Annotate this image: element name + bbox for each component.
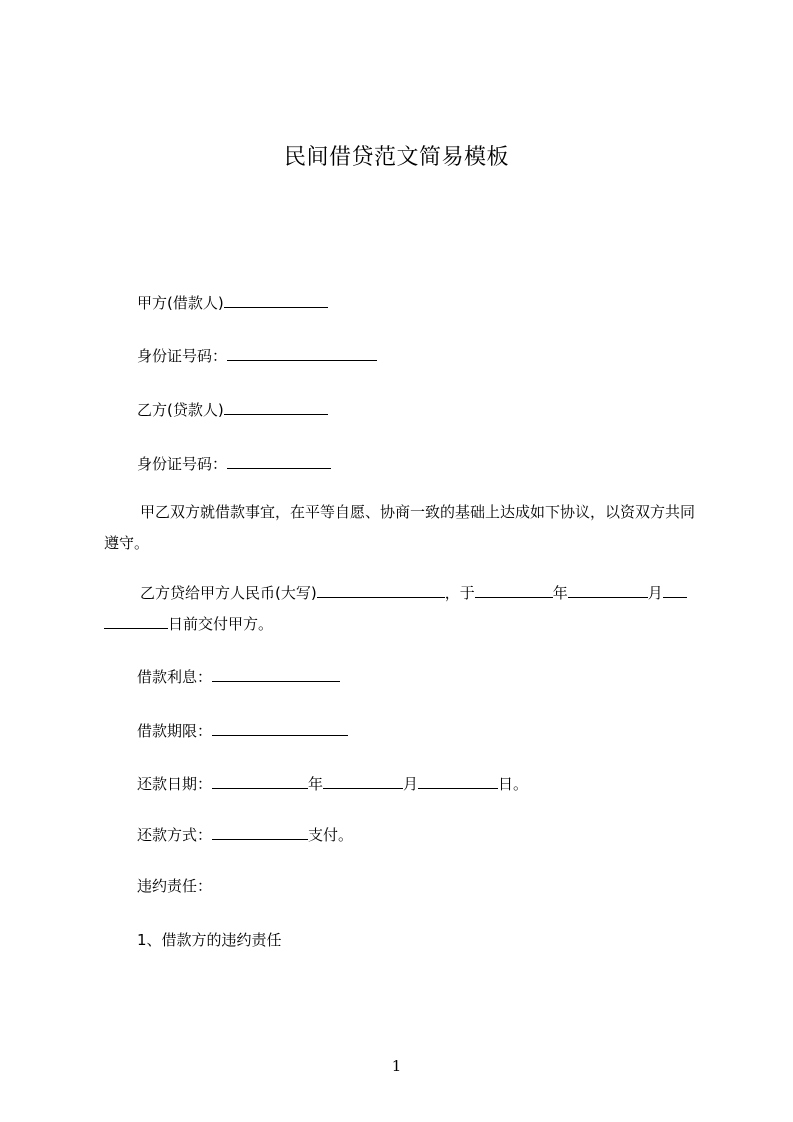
- loan-day-blank-a: [663, 583, 687, 598]
- id-blank-2: [227, 454, 331, 469]
- repay-date-label: 还款日期：: [137, 775, 213, 793]
- loan-paragraph: [104, 578, 704, 640]
- interest-line: [137, 667, 340, 685]
- document-title: 民间借贷范文简易模板: [283, 145, 509, 170]
- clause-1-text: 1、借款方的违约责任: [137, 931, 282, 949]
- loan-year-blank: [475, 583, 553, 598]
- id-number-line-2: [137, 454, 331, 472]
- term-line: [137, 721, 348, 739]
- interest-blank: [212, 667, 340, 682]
- term-label: 借款期限：: [137, 722, 213, 740]
- party-b-blank: [224, 400, 328, 415]
- interest-label: 借款利息：: [137, 668, 213, 686]
- repay-day-blank: [418, 774, 498, 789]
- id-number-line-1: [137, 346, 377, 364]
- repay-year-label: 年: [308, 775, 324, 793]
- repay-method-label: 还款方式：: [137, 826, 213, 844]
- repay-method-suffix: 支付。: [308, 826, 354, 844]
- breach-label: 违约责任：: [137, 877, 213, 895]
- loan-day-blank-b: [104, 614, 168, 629]
- repay-date-line: [137, 774, 528, 792]
- breach-heading: [137, 879, 212, 894]
- loan-text-1: 乙方贷给甲方人民币(大写): [140, 584, 317, 602]
- loan-text-end: 日前交付甲方。: [168, 615, 274, 633]
- repay-day-label: 日。: [498, 775, 529, 793]
- loan-month-label: 月: [647, 584, 663, 602]
- loan-month-blank: [568, 583, 648, 598]
- loan-year-label: 年: [552, 584, 568, 602]
- id-label-1: 身份证号码：: [137, 347, 228, 365]
- party-b-label: 乙方(贷款人): [137, 401, 224, 419]
- party-a-label: 甲方(借款人): [137, 294, 224, 312]
- party-a-line: [137, 293, 328, 311]
- repay-year-blank: [212, 774, 308, 789]
- party-a-blank: [224, 293, 328, 308]
- clause-1: [137, 933, 282, 948]
- repay-month-label: 月: [403, 775, 419, 793]
- id-label-2: 身份证号码：: [137, 455, 228, 473]
- term-blank: [212, 721, 348, 736]
- repay-method-blank: [212, 825, 308, 840]
- party-b-line: [137, 400, 328, 418]
- repay-month-blank: [323, 774, 403, 789]
- amount-blank: [317, 583, 445, 598]
- agreement-text: 甲乙双方就借款事宜，在平等自愿、协商一致的基础上达成如下协议，以资双方共同遵守。: [104, 503, 696, 552]
- repay-method-line: [137, 825, 353, 843]
- agreement-paragraph: [104, 497, 704, 559]
- id-blank-1: [227, 346, 377, 361]
- loan-text-2: ，于: [444, 584, 475, 602]
- page-number: 1: [391, 1057, 402, 1075]
